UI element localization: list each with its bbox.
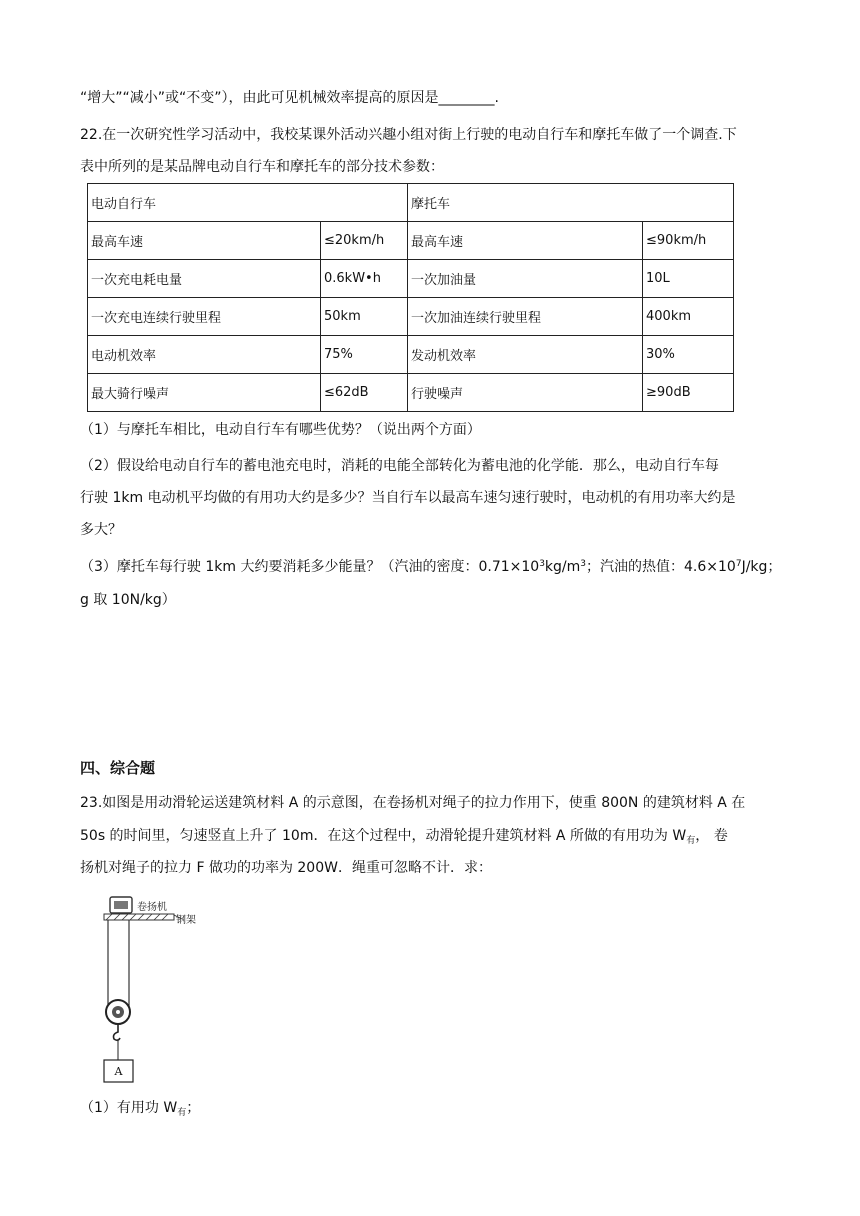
sub-question-3-line-2: g 取 10N/kg） [80, 592, 176, 608]
spec-table [87, 183, 734, 412]
table-cell: 行驶噪声 [408, 374, 643, 412]
table-cell: 一次充电耗电量 [88, 260, 321, 298]
table-cell: 75% [321, 336, 408, 374]
table-cell: 最高车速 [408, 222, 643, 260]
question-23-line-3: 扬机对绳子的拉力 F 做功的功率为 200W．绳重可忽略不计．求： [80, 860, 492, 876]
table-header-row [88, 184, 734, 222]
table-cell: ≥90dB [643, 374, 734, 412]
sub-question-2-line-3: 多大？ [80, 522, 122, 538]
table-cell: 发动机效率 [408, 336, 643, 374]
table-cell: 400km [643, 298, 734, 336]
pulley-diagram [96, 895, 206, 1083]
winch-label: 卷扬机 [137, 902, 167, 913]
table-row [88, 374, 734, 412]
question-23-line-2: 50s 的时间里，匀速竖直上升了 10m．在这个过程中，动滑轮提升建筑材料 A 所做的有用功为 $W_有$， 卷 [80, 828, 728, 846]
table-cell: ≤20km/h [321, 222, 408, 260]
question-22-line-2: 表中所列的是某品牌电动自行车和摩托车的部分技术参数： [80, 159, 444, 175]
table-cell: 50km [321, 298, 408, 336]
table-cell: ≤90km/h [643, 222, 734, 260]
hook-shape [114, 1024, 121, 1040]
table-cell: 最高车速 [88, 222, 321, 260]
frame-label: 钢架 [176, 915, 196, 926]
question-23-sub-1: （1）有用功 $W_有$； [80, 1100, 201, 1118]
sub-question-2-line-2: 行驶 1km 电动机平均做的有用功大约是多少？当自行车以最高车速匀速行驶时，电动机的有用功率大约是 [80, 490, 736, 506]
table-cell: 一次充电连续行驶里程 [88, 298, 321, 336]
section-heading: 四、综合题 [80, 759, 156, 777]
block-a-label: A [114, 1065, 123, 1078]
table-cell: 一次加油连续行驶里程 [408, 298, 643, 336]
table-row [88, 222, 734, 260]
sub-question-3-line-1: （3）摩托车每行驶 1km 大约要消耗多少能量？（汽油的密度：$0.71\times 10^3kg/m^3$；汽油的热值：$4.6\times 10^7J/kg$； [80, 559, 782, 575]
table-cell: 最大骑行噪声 [88, 374, 321, 412]
table-header-moto: 摩托车 [408, 184, 734, 222]
table-row [88, 336, 734, 374]
table-cell: 30% [643, 336, 734, 374]
table-row [88, 298, 734, 336]
sub-question-1: （1）与摩托车相比，电动自行车有哪些优势？（说出两个方面） [80, 422, 481, 438]
table-cell: ≤62dB [321, 374, 408, 412]
text-line: “增大”“减小”或“不变”），由此可见机械效率提高的原因是________. [80, 90, 499, 106]
question-23-line-1: 23.如图是用动滑轮运送建筑材料 A 的示意图，在卷扬机对绳子的拉力作用下，使重 800N 的建筑材料 A 在 [80, 795, 746, 811]
table-cell: 一次加油量 [408, 260, 643, 298]
table-cell: 10L [643, 260, 734, 298]
question-22-line-1: 22.在一次研究性学习活动中，我校某课外活动兴趣小组对街上行驶的电动自行车和摩托车做了一个调查.下 [80, 127, 737, 143]
table-header-ebike: 电动自行车 [88, 184, 408, 222]
table-cell: 0.6kW•h [321, 260, 408, 298]
table-row [88, 260, 734, 298]
sub-question-2-line-1: （2）假设给电动自行车的蓄电池充电时，消耗的电能全部转化为蓄电池的化学能．那么，电动自行车每 [80, 458, 719, 474]
winch-drum [114, 901, 128, 909]
table-cell: 电动机效率 [88, 336, 321, 374]
